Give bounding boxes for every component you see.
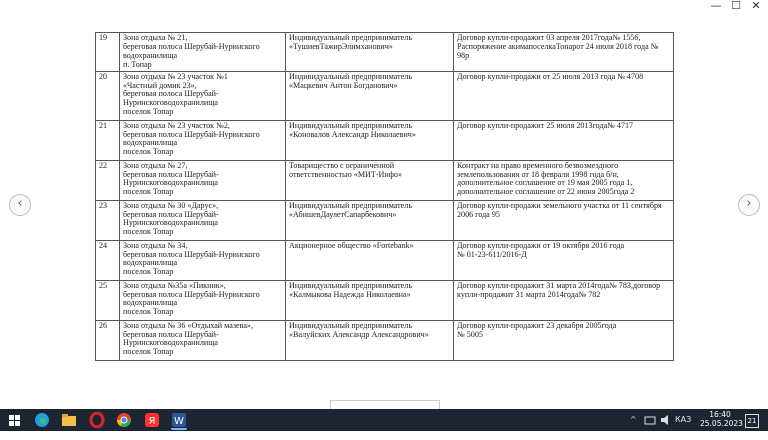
document-cell: Контракт на право временного безвозмездного землепользования от 18 февраля 1998 года б/н, дополнительное соглашение от 19 мая 2005 года 1, дополнительное соглашение от 22 июня 2005года 2 (454, 160, 674, 200)
document-cell: Договор купли-продажит 25 июля 2013года№ 4717 (454, 120, 674, 160)
row-number: 22 (96, 160, 120, 200)
owner-cell: Товарищество с ограниченной ответственностью «МИТ-Инфо» (286, 160, 454, 200)
row-number: 24 (96, 240, 120, 280)
clock[interactable] (700, 410, 743, 428)
network-icon[interactable] (644, 409, 656, 431)
next-page-button[interactable]: › (738, 194, 760, 216)
owner-cell: Индивидуальный предприниматель «Калмыкова Надежда Николаевна» (286, 280, 454, 320)
table-row (96, 280, 674, 320)
tray-chevron-icon[interactable]: ^ (630, 415, 637, 424)
zone-cell: Зона отдыха № 27, береговая полоса Шерубай-Нуринскоговодохранилища поселок Топар (120, 160, 286, 200)
word-icon[interactable] (171, 412, 187, 430)
row-number: 23 (96, 200, 120, 240)
row-number: 25 (96, 280, 120, 320)
prev-page-button[interactable]: ‹ (9, 194, 31, 216)
notifications-icon[interactable]: 21 (745, 414, 759, 428)
document-cell: Договор купли-продажи от 19 октября 2016 года № 01-23-611/2016-Д (454, 240, 674, 280)
windows-start-icon[interactable] (7, 412, 23, 428)
owner-cell: Индивидуальный предприниматель «Мацкевич Антон Богданович» (286, 71, 454, 120)
land-use-table (95, 32, 674, 361)
document-cell: Договор купли-продажит 03 апреля 2017года№ 1556, Распоряжение акимапоселкаТопарот 24 июля 2018 года № 98р (454, 33, 674, 72)
document-cell: Договор купли-продажит 23 декабря 2005года № 5005 (454, 320, 674, 360)
language-indicator[interactable]: КАЗ (675, 415, 692, 424)
row-number: 21 (96, 120, 120, 160)
table-row (96, 200, 674, 240)
svg-text:W: W (174, 416, 184, 427)
document-cell: Договор купли-продажи земельного участка от 11 сентября 2006 года 95 (454, 200, 674, 240)
maximize-button[interactable]: ☐ (731, 0, 741, 12)
clock-time: 16:40 (709, 410, 731, 419)
svg-text:Я: Я (148, 416, 156, 427)
file-explorer-icon[interactable] (61, 412, 77, 428)
zone-cell: Зона отдыха № 21, береговая полоса Шерубай-Нуринского водохранилища п. Топар (120, 33, 286, 72)
volume-icon[interactable] (660, 409, 672, 431)
opera-icon[interactable] (89, 412, 105, 428)
chrome-icon[interactable] (116, 412, 132, 428)
row-number: 26 (96, 320, 120, 360)
zone-cell: Зона отдыха № 30 «Дарус», береговая полоса Шерубай-Нуринскоговодохранилища поселок Топар (120, 200, 286, 240)
edge-icon[interactable] (34, 412, 50, 428)
clock-date: 25.05.2023 (700, 419, 743, 428)
row-number: 20 (96, 71, 120, 120)
close-button[interactable]: ✕ (751, 0, 761, 12)
zone-cell: Зона отдыха № 36 «Отдыхай мазева», береговая полоса Шерубай-Нуринскоговодохранилища поселок Топар (120, 320, 286, 360)
zone-cell: Зона отдыха № 23 участок №1 «Частный домик 23», береговая полоса Шерубай-Нуринскоговодохранилища поселок Топар (120, 71, 286, 120)
document-cell: Договор купли-продажит 31 марта 2014года№ 783,договор купли-продажит 31 марта 2014года№ 782 (454, 280, 674, 320)
yandex-browser-icon[interactable] (144, 412, 160, 428)
taskbar (0, 409, 768, 431)
row-number: 19 (96, 33, 120, 72)
document-page (95, 32, 673, 361)
table-row (96, 120, 674, 160)
table-row (96, 320, 674, 360)
minimize-button[interactable]: — (710, 0, 722, 12)
owner-cell: Индивидуальный предприниматель «Коновалов Александр Николаевич» (286, 120, 454, 160)
document-cell: Договор купли-продажи от 25 июля 2013 года № 4708 (454, 71, 674, 120)
table-row (96, 240, 674, 280)
owner-cell: Акционерное общество «Fortebank» (286, 240, 454, 280)
table-row (96, 71, 674, 120)
owner-cell: Индивидуальный предприниматель «Валуйских Александр Александрович» (286, 320, 454, 360)
zone-cell: Зона отдыха № 23 участок №2, береговая полоса Шерубай-Нуринского водохранилища поселок Топар (120, 120, 286, 160)
table-row (96, 160, 674, 200)
window-titlebar (0, 0, 768, 14)
owner-cell: Индивидуальный предприниматель «ТушиевТажирЭлимханович» (286, 33, 454, 72)
zone-cell: Зона отдыха № 34, береговая полоса Шерубай-Нуринского водохранилища поселок Топар (120, 240, 286, 280)
table-row (96, 33, 674, 72)
zone-cell: Зона отдыха №35а «Пикник», береговая полоса Шерубай-Нуринского водохранилища поселок Топар (120, 280, 286, 320)
owner-cell: Индивидуальный предприниматель «АбишевДаулетСапарбекович» (286, 200, 454, 240)
